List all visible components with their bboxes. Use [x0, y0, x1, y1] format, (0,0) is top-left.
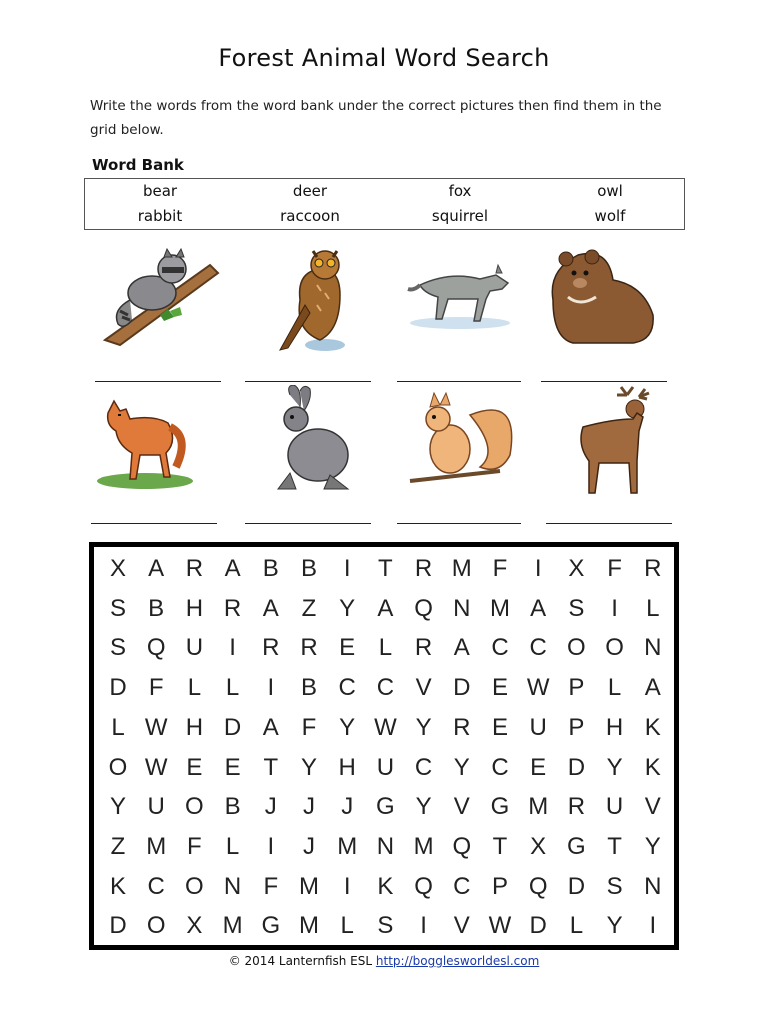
grid-letter[interactable]: O [605, 634, 624, 662]
grid-letter[interactable]: I [611, 594, 618, 622]
grid-letter[interactable]: D [453, 674, 471, 702]
answer-line[interactable] [546, 523, 672, 525]
grid-letter[interactable]: K [644, 753, 661, 781]
word-bank-item: owl [597, 182, 623, 200]
footer-link[interactable]: http://bogglesworldesl.com [375, 954, 540, 968]
grid-letter[interactable]: Z [301, 594, 317, 622]
copyright-text: © 2014 Lanternfish ESL [228, 954, 376, 968]
answer-line[interactable] [245, 523, 371, 525]
grid-letter[interactable]: N [376, 832, 395, 860]
page-title: Forest Animal Word Search [218, 44, 550, 72]
word-bank-item: squirrel [431, 207, 489, 225]
grid-letter[interactable]: C [376, 674, 395, 702]
grid-letter[interactable]: C [453, 872, 471, 900]
grid-letter[interactable]: S [109, 594, 126, 622]
grid-letter[interactable]: O [185, 793, 204, 821]
footer [0, 954, 768, 968]
grid-letter[interactable]: K [644, 713, 661, 741]
grid-letter[interactable]: E [530, 753, 547, 781]
grid-letter[interactable]: S [109, 634, 126, 662]
grid-letter[interactable]: E [186, 753, 203, 781]
grid-letter[interactable]: C [338, 674, 356, 702]
grid-letter[interactable]: D [109, 912, 127, 940]
grid-letter[interactable]: V [453, 912, 470, 940]
grid-letter[interactable]: R [223, 594, 242, 622]
grid-letter[interactable]: B [224, 793, 241, 821]
grid-letter[interactable]: J [341, 793, 354, 821]
grid-letter[interactable]: C [147, 872, 165, 900]
grid-letter[interactable]: C [529, 634, 547, 662]
grid-letter[interactable]: Y [339, 713, 356, 741]
grid-letter[interactable]: U [147, 793, 165, 821]
grid-letter[interactable]: L [378, 634, 393, 662]
grid-letter[interactable]: G [490, 793, 510, 821]
grid-letter[interactable]: Y [453, 753, 470, 781]
grid-letter[interactable]: Q [146, 634, 166, 662]
grid-letter[interactable]: D [109, 674, 127, 702]
grid-letter[interactable]: R [644, 555, 662, 582]
grid-letter[interactable]: I [343, 555, 351, 582]
grid-letter[interactable]: Q [414, 872, 433, 900]
grid-letter[interactable]: S [568, 594, 585, 622]
answer-line[interactable] [397, 381, 521, 383]
grid-letter[interactable]: A [644, 674, 661, 702]
grid-letter[interactable]: E [491, 674, 508, 702]
grid-letter[interactable]: Y [339, 594, 356, 622]
grid-letter[interactable]: T [607, 832, 622, 860]
grid-letter[interactable]: I [343, 872, 351, 900]
grid-letter[interactable]: W [144, 713, 168, 741]
grid-letter[interactable]: P [491, 872, 508, 900]
answer-line[interactable] [245, 381, 371, 383]
grid-letter[interactable]: A [262, 594, 279, 622]
grid-letter[interactable]: Q [528, 872, 548, 900]
fox-icon [90, 385, 220, 495]
grid-letter[interactable]: G [261, 912, 281, 940]
grid-letter[interactable]: R [453, 713, 471, 741]
grid-letter[interactable]: E [491, 713, 508, 741]
word-bank-item: rabbit [137, 207, 183, 225]
grid-letter[interactable]: H [338, 753, 356, 781]
word-search-grid [89, 542, 679, 950]
raccoon-icon [100, 245, 230, 355]
grid-letter[interactable]: U [529, 713, 547, 741]
grid-letter[interactable]: G [567, 832, 586, 860]
grid-letter[interactable]: L [340, 912, 354, 940]
grid-letter[interactable]: B [262, 555, 279, 582]
grid-letter[interactable]: Y [415, 793, 432, 821]
grid-letter[interactable]: A [530, 594, 547, 622]
grid-letter[interactable]: O [146, 912, 166, 940]
grid-letter[interactable]: J [303, 793, 315, 821]
grid-letter[interactable]: T [492, 832, 508, 860]
grid-letter[interactable]: A [148, 555, 165, 582]
word-bank-box [84, 178, 685, 230]
grid-letter[interactable]: U [376, 753, 395, 781]
grid-letter[interactable]: V [415, 674, 432, 702]
grid-letter[interactable]: M [299, 912, 319, 940]
grid-letter[interactable]: M [490, 594, 510, 622]
grid-letter[interactable]: A [224, 555, 241, 582]
grid-letter[interactable]: A [262, 713, 279, 741]
grid-letter[interactable]: L [646, 594, 660, 622]
grid-letter[interactable]: L [111, 713, 125, 741]
grid-letter[interactable]: O [108, 753, 128, 781]
grid-letter[interactable]: W [526, 674, 550, 702]
grid-letter[interactable]: W [144, 753, 168, 781]
answer-line[interactable] [397, 523, 521, 525]
grid-letter[interactable]: N [644, 634, 662, 662]
grid-letter[interactable]: I [267, 674, 275, 702]
grid-letter[interactable]: M [146, 832, 167, 860]
grid-letter[interactable]: D [567, 872, 586, 900]
grid-letter[interactable]: C [491, 634, 509, 662]
grid-letter[interactable]: A [377, 594, 394, 622]
grid-letter[interactable]: I [534, 555, 542, 582]
deer-icon [555, 385, 685, 495]
grid-letter[interactable]: Y [415, 713, 432, 741]
grid-letter[interactable]: N [223, 872, 242, 900]
word-bank-item: raccoon [280, 207, 340, 225]
grid-letter[interactable]: H [185, 594, 204, 622]
bear-icon [538, 245, 668, 355]
grid-letter[interactable]: T [378, 555, 393, 582]
instructions: Write the words from the word bank under the correct pictures then find them in the grid below. [90, 98, 662, 138]
grid-letter[interactable]: X [530, 832, 547, 860]
grid-letter[interactable]: Y [109, 793, 126, 821]
grid-letter[interactable]: F [301, 713, 317, 741]
grid-letter[interactable]: O [185, 872, 204, 900]
grid-letter[interactable]: V [453, 793, 470, 821]
grid-letter[interactable]: M [299, 872, 319, 900]
grid-letter[interactable]: H [185, 713, 204, 741]
word-bank-item: wolf [594, 207, 626, 225]
grid-letter[interactable]: R [567, 793, 586, 821]
grid-letter[interactable]: I [229, 634, 236, 662]
grid-letter[interactable]: Y [644, 832, 661, 860]
grid-letter[interactable]: Q [414, 594, 433, 622]
grid-letter[interactable]: L [607, 674, 622, 702]
word-bank-item: bear [142, 182, 178, 200]
answer-line[interactable] [541, 381, 667, 383]
grid-letter[interactable]: S [606, 872, 623, 900]
grid-letter[interactable]: B [300, 674, 317, 702]
grid-letter[interactable]: D [223, 713, 242, 741]
grid-letter[interactable]: U [605, 793, 624, 821]
grid-letter[interactable]: Y [606, 912, 623, 940]
grid-letter[interactable]: X [109, 555, 126, 582]
grid-letter[interactable]: L [187, 674, 202, 702]
squirrel-icon [400, 385, 530, 495]
grid-letter[interactable]: R [262, 634, 280, 662]
grid-letter[interactable]: F [263, 872, 279, 900]
grid-letter[interactable]: C [491, 753, 509, 781]
grid-letter[interactable]: J [264, 793, 277, 821]
grid-letter[interactable]: D [529, 912, 547, 940]
grid-letter[interactable]: B [300, 555, 317, 582]
grid-letter[interactable]: D [567, 753, 586, 781]
grid-letter[interactable]: S [377, 912, 394, 940]
grid-letter[interactable]: I [420, 912, 427, 940]
grid-letter[interactable]: T [263, 753, 279, 781]
grid-letter[interactable]: M [222, 912, 243, 940]
answer-line[interactable] [91, 523, 217, 525]
grid-letter[interactable]: R [185, 555, 204, 582]
word-bank-item: deer [292, 182, 328, 200]
grid-letter[interactable]: H [605, 713, 624, 741]
word-bank-item: fox [448, 182, 472, 200]
wolf-icon [400, 245, 530, 355]
grid-letter[interactable]: R [300, 634, 318, 662]
grid-letter[interactable]: J [303, 832, 315, 860]
grid-letter[interactable]: I [649, 912, 657, 940]
grid-letter[interactable]: E [339, 634, 356, 662]
grid-letter[interactable]: X [186, 912, 203, 940]
grid-letter[interactable]: X [568, 555, 585, 582]
grid-letter[interactable]: V [644, 793, 661, 821]
owl-icon [255, 245, 385, 355]
answer-line[interactable] [95, 381, 221, 383]
grid-letter[interactable]: G [376, 793, 395, 821]
grid-letter[interactable]: W [374, 713, 397, 741]
grid-letter[interactable]: R [414, 555, 433, 582]
grid-letter[interactable]: P [568, 674, 585, 702]
grid-letter[interactable]: F [148, 674, 164, 702]
grid-letter[interactable]: N [453, 594, 471, 622]
grid-letter[interactable]: F [187, 832, 202, 860]
grid-letter[interactable]: F [607, 555, 622, 582]
grid-letter[interactable]: C [414, 753, 433, 781]
grid-letter[interactable]: F [492, 555, 508, 582]
grid-letter[interactable]: M [337, 832, 358, 860]
grid-letter[interactable]: Z [110, 832, 126, 860]
grid-letter[interactable]: L [225, 832, 240, 860]
grid-letter[interactable]: L [225, 674, 240, 702]
grid-letter[interactable]: W [488, 912, 512, 940]
grid-letter[interactable]: L [569, 912, 584, 940]
grid-letter[interactable]: M [451, 555, 472, 582]
word-bank-label: Word Bank [92, 156, 184, 174]
grid-letter[interactable]: I [267, 832, 275, 860]
grid-letter[interactable]: N [644, 872, 662, 900]
grid-letter[interactable]: A [453, 634, 470, 662]
grid-letter[interactable]: P [568, 713, 585, 741]
grid-letter[interactable]: K [109, 872, 126, 900]
grid-letter[interactable]: E [224, 753, 241, 781]
grid-letter[interactable]: O [567, 634, 586, 662]
grid-letter[interactable]: U [185, 634, 204, 662]
grid-letter[interactable]: Y [300, 753, 317, 781]
grid-letter[interactable]: Y [606, 753, 623, 781]
grid-letter[interactable]: M [413, 832, 434, 860]
grid-letter[interactable]: Q [452, 832, 472, 860]
grid-letter[interactable]: R [414, 634, 433, 662]
grid-letter[interactable]: K [377, 872, 394, 900]
grid-letter[interactable]: B [148, 594, 165, 622]
grid-letter[interactable]: M [528, 793, 549, 821]
rabbit-icon [250, 385, 380, 495]
